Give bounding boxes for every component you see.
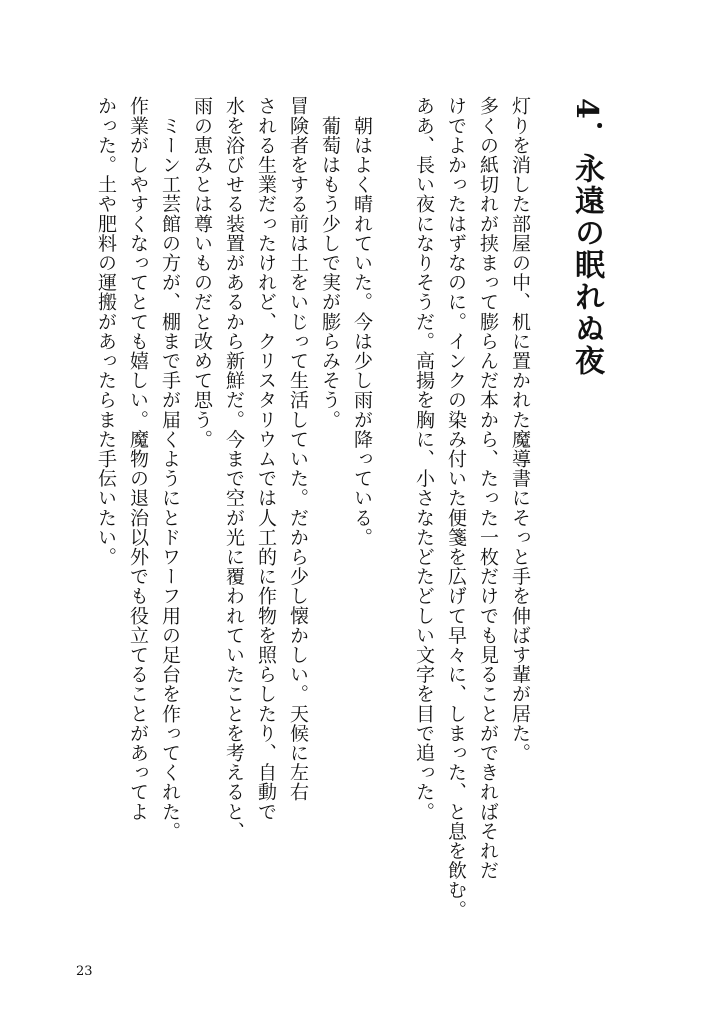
text-column: ミーン工芸館の方が、棚まで手が届くようにとドワーフ用の足台を作ってくれた。 [159, 96, 181, 841]
text-column: かった。土や肥料の運搬があったらまた手伝いたい。 [95, 96, 117, 567]
text-column: 雨の恵みとは尊いものだと改めて思う。 [191, 96, 213, 449]
text-column: 朝はよく晴れていた。今は少し雨が降っている。 [351, 96, 373, 547]
text-column: 冒険者をする前は土をいじって生活していた。だから少し懐かしい。天候に左右 [287, 96, 309, 802]
text-column: される生業だったけれど、クリスタリウムでは人工的に作物を照らしたり、自動で [255, 96, 277, 822]
text-column: 灯りを消した部屋の中、机に置かれた魔導書にそっと手を伸ばす輩が居た。 [509, 96, 531, 763]
text-column: 多くの紙切れが挟まって膨らんだ本から、たった一枚だけでも見ることができればそれだ [477, 96, 499, 880]
page-number: 23 [76, 964, 93, 979]
text-column: 葡萄はもう少しで実が膨らみそう。 [319, 96, 341, 430]
text-column: ああ、長い夜になりそうだ。高揚を胸に、小さなたどたどしい文字を目で追った。 [413, 96, 435, 822]
text-column: けでよかったはずなのに。インクの染み付いた便箋を広げて早々に、しまった、と息を飲む。 [445, 96, 467, 920]
chapter-title: 4．永遠の眠れぬ夜 [569, 98, 604, 377]
text-column: 水を浴びせる装置があるから新鮮だ。今まで空が光に覆われていたことを考えると、 [223, 96, 245, 841]
text-column: 作業がしやすくなってとても嬉しい。魔物の退治以外でも役立てることがあってよ [127, 96, 149, 822]
